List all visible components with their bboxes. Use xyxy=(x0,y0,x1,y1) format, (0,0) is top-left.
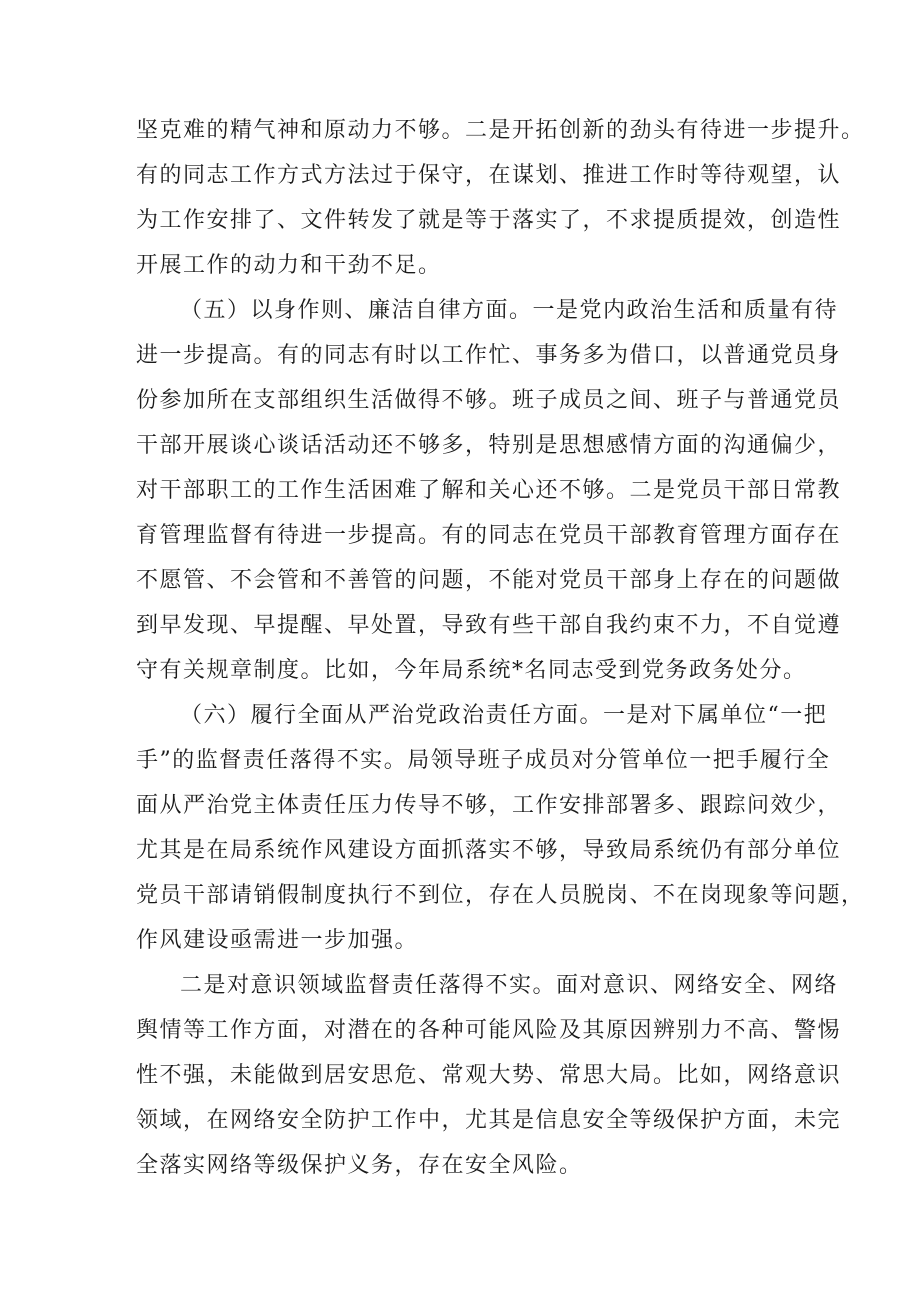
paragraph-heading-6: （六）履行全面从严治党政治责任方面。一是对下属单位“一把 xyxy=(180,703,828,728)
text-line: 进一步提高。有的同志有时以工作忙、事务多为借口，以普通党员身 xyxy=(136,343,842,368)
text-line: 坚克难的精气神和原动力不够。二是开拓创新的劲头有待进一步提升。 xyxy=(136,118,865,143)
text-line: 干部开展谈心谈话活动还不够多，特别是思想感情方面的沟通偏少， xyxy=(136,433,842,458)
text-line: 不愿管、不会管和不善管的问题，不能对党员干部身上存在的问题做 xyxy=(136,568,842,593)
text-line: 尤其是在局系统作风建设方面抓落实不够，导致局系统仍有部分单位 xyxy=(136,838,842,863)
text-line: 份参加所在支部组织生活做得不够。班子成员之间、班子与普通党员 xyxy=(136,388,842,413)
paragraph-start: 二是对意识领域监督责任落得不实。面对意识、网络安全、网络 xyxy=(180,973,839,998)
text-line: 手”的监督责任落得不实。局领导班子成员对分管单位一把手履行全 xyxy=(136,748,831,773)
text-line: 全落实网络等级保护义务，存在安全风险。 xyxy=(136,1153,583,1178)
text-line: 为工作安排了、文件转发了就是等于落实了，不求提质提效，创造性 xyxy=(136,208,842,233)
text-line: 作风建设亟需进一步加强。 xyxy=(136,928,419,953)
text-line: 开展工作的动力和干劲不足。 xyxy=(136,253,442,278)
text-line: 育管理监督有待进一步提高。有的同志在党员干部教育管理方面存在 xyxy=(136,523,842,548)
text-line: 性不强，未能做到居安思危、常观大势、常思大局。比如，网络意识 xyxy=(136,1063,842,1088)
paragraph-heading-5: （五）以身作则、廉洁自律方面。一是党内政治生活和质量有待 xyxy=(180,298,839,323)
text-line: 面从严治党主体责任压力传导不够，工作安排部署多、跟踪问效少， xyxy=(136,793,842,818)
text-line: 到早发现、早提醒、早处置，导致有些干部自我约束不力，不自觉遵 xyxy=(136,613,842,638)
text-line: 党员干部请销假制度执行不到位，存在人员脱岗、不在岗现象等问题， xyxy=(136,883,865,908)
text-line: 舆情等工作方面，对潜在的各种可能风险及其原因辨别力不高、警惕 xyxy=(136,1018,842,1043)
text-line: 对干部职工的工作生活困难了解和关心还不够。二是党员干部日常教 xyxy=(136,478,842,503)
text-line: 守有关规章制度。比如，今年局系统*名同志受到党务政务处分。 xyxy=(136,658,807,683)
text-line: 有的同志工作方式方法过于保守，在谋划、推进工作时等待观望，认 xyxy=(136,163,842,188)
text-line: 领域，在网络安全防护工作中，尤其是信息安全等级保护方面，未完 xyxy=(136,1108,842,1133)
